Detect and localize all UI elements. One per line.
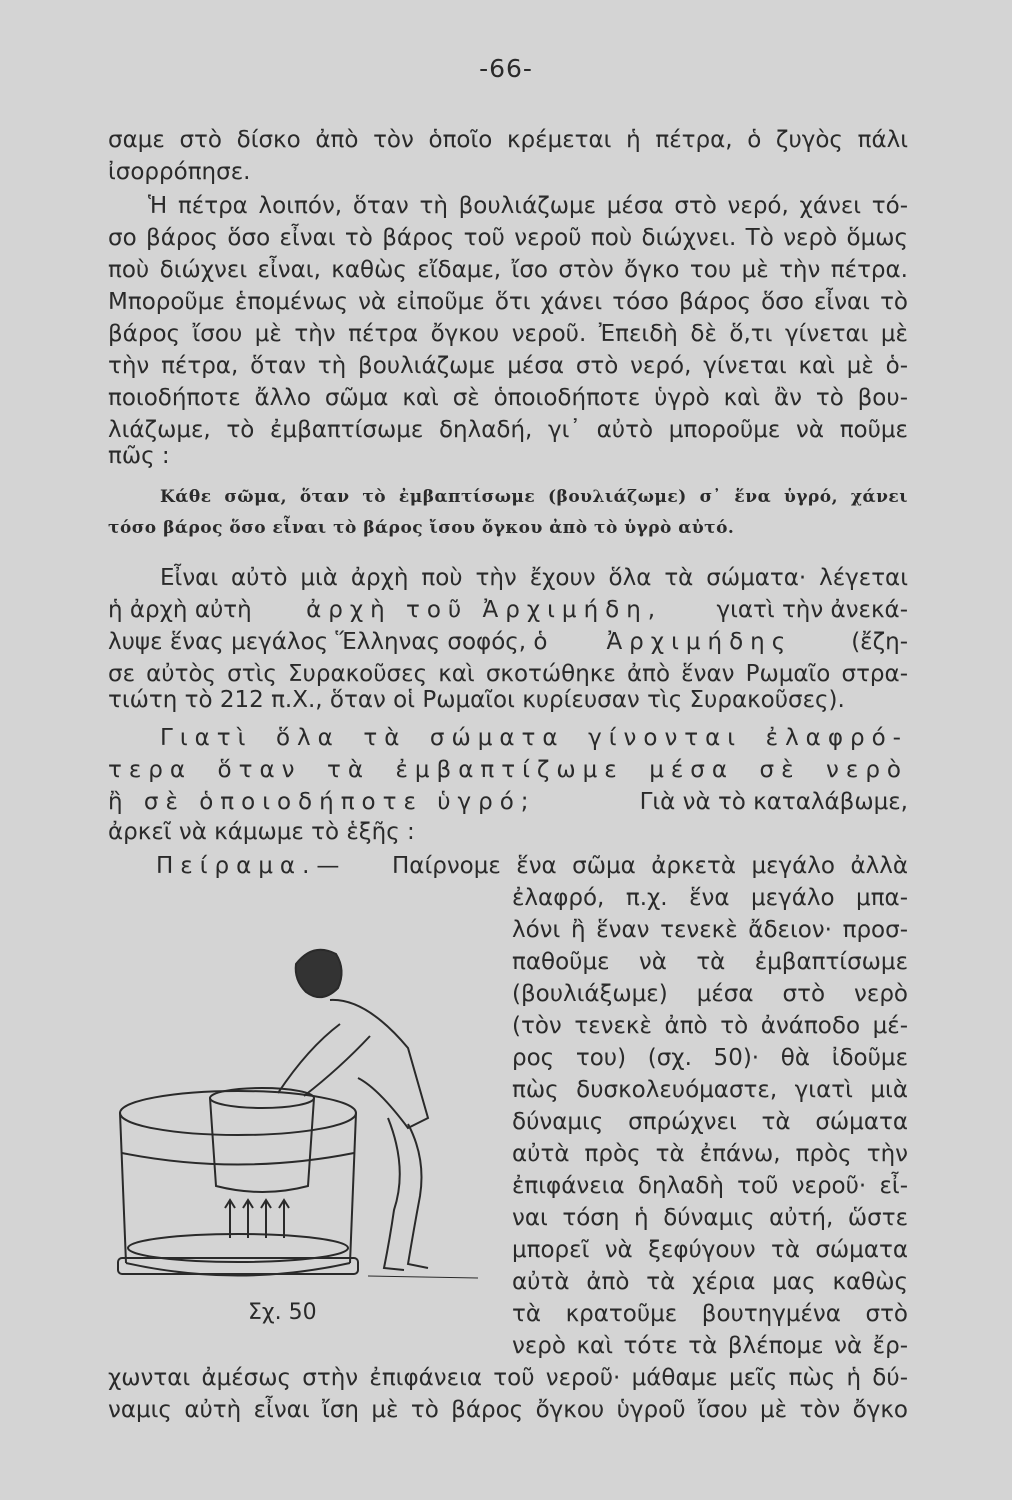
text-line: πὼς δυσκολευόμαστε, γιατὶ μιὰ [512, 1077, 908, 1103]
text-line: σο βάρος ὅσο εἶναι τὸ βάρος τοῦ νεροῦ ποὺ διώχνει. Τὸ νερὸ ὅμως [108, 225, 908, 251]
text-line-mixed [108, 594, 908, 626]
text-line: Παίρνομε ἕνα σῶμα ἀρκετὰ μεγάλο ἀλλὰ [392, 853, 908, 879]
text-line: ναι τόση ἡ δύναμις αὐτή, ὥστε [512, 1205, 908, 1231]
text-line: νερὸ καὶ τότε τὰ βλέπομε νὰ ἔρ- [512, 1333, 908, 1359]
text-line: πῶς : [108, 443, 170, 469]
text-line-mixed [108, 786, 908, 818]
text-line: (τὸν τενεκὲ ἀπὸ τὸ ἀνάποδο μέ- [512, 1013, 908, 1039]
text-line: ποὺ διώχνει εἶναι, καθὼς εἴδαμε, ἴσο στὸν ὄγκο του μὲ τὴν πέτρα. [108, 257, 908, 283]
text-line: τὰ κρατοῦμε βουτηγμένα στὸ [512, 1301, 908, 1327]
text-line: σαμε στὸ δίσκο ἀπὸ τὸν ὁποῖο κρέμεται ἡ πέτρα, ὁ ζυγὸς πάλι [108, 127, 908, 153]
text-line: (βουλιάξωμε) μέσα στὸ νερὸ [512, 981, 908, 1007]
boy-leg-back [384, 1118, 404, 1270]
text-line-mixed [108, 626, 908, 658]
text-line: αὐτὰ πρὸς τὰ ἐπάνω, πρὸς τὴν [512, 1141, 908, 1167]
tin-can [210, 1098, 314, 1192]
tub-rim [120, 1091, 356, 1135]
text-segment: (ἔζη- [851, 629, 908, 655]
boy-arm-left [278, 1024, 340, 1093]
text-line: αὐτὰ ἀπὸ τὰ χέρια μας καθὼς [512, 1269, 908, 1295]
text-line: βάρος ἴσου μὲ τὴν πέτρα ὄγκου νεροῦ. Ἐπειδὴ δὲ ὅ,τι γίνεται μὲ [108, 321, 908, 347]
text-line: Ἡ πέτρα λοιπόν, ὅταν τὴ βουλιάζωμε μέσα στὸ νερό, χάνει τό- [148, 193, 908, 219]
text-line: μπορεῖ νὰ ξεφύγουν τὰ σώματα [512, 1237, 908, 1263]
text-line: ρος του) (σχ. 50)· θὰ ἰδοῦμε [512, 1045, 908, 1071]
experiment-label: Πείραμα.— [156, 853, 347, 879]
tub-side-right [350, 1113, 356, 1263]
question-line: Γιατὶ ὅλα τὰ σώματα γίνονται ἐλαφρό- [160, 725, 908, 751]
text-line: ἰσορρόπησε. [108, 159, 251, 185]
text-line: τιώτη τὸ 212 π.Χ., ὅταν οἱ Ρωμαῖοι κυρίευσαν τὶς Συρακοῦσες). [108, 687, 845, 713]
text-line: ποιοδήποτε ἄλλο σῶμα καὶ σὲ ὁποιοδήποτε ὑγρὸ καὶ ἂν τὸ βου- [108, 385, 908, 411]
tub-side-left [120, 1113, 126, 1263]
ground-line [368, 1276, 478, 1278]
figure-caption: Σχ. 50 [248, 1300, 317, 1325]
text-line: παθοῦμε νὰ τὰ ἐμβαπτίσωμε [512, 949, 908, 975]
text-line: λιάζωμε, τὸ ἐμβαπτίσωμε δηλαδή, γι᾽ αὐτὸ μποροῦμε νὰ ποῦμε [108, 417, 908, 443]
figure-boy-tub-illustration [108, 928, 498, 1300]
text-line: δύναμις σπρώχνει τὰ σώματα [512, 1109, 908, 1135]
text-line: ἀρκεῖ νὰ κάμωμε τὸ ἑξῆς : [108, 819, 415, 845]
text-segment: Γιὰ νὰ τὸ καταλάβωμε, [639, 789, 908, 815]
boy-arm-right [304, 1036, 370, 1096]
question-line: τερα ὅταν τὰ ἐμβαπτίζωμε μέσα σὲ νερὸ [108, 757, 908, 783]
text-line: ἐλαφρό, π.χ. ἕνα μεγάλο μπα- [512, 885, 908, 911]
text-line: χωνται ἀμέσως στὴν ἐπιφάνεια τοῦ νεροῦ· μάθαμε μεῖς πὼς ἡ δύ- [108, 1365, 908, 1391]
boy-head [296, 950, 342, 997]
text-line: ναμις αὐτὴ εἶναι ἴση μὲ τὸ βάρος ὄγκου ὑγροῦ ἴσου μὲ τὸν ὄγκο [108, 1397, 908, 1423]
page-number: -66- [479, 54, 533, 83]
tub-base [118, 1258, 358, 1274]
boy-leg-front [408, 1124, 428, 1268]
principle-line: Κάθε σῶμα, ὅταν τὸ ἐμβαπτίσωμε (βουλιάζωμε) σ᾽ ἕνα ὑγρό, χάνει [160, 487, 908, 507]
text-line: λόνι ἢ ἕναν τενεκὲ ἄδειον· προσ- [512, 917, 908, 943]
water-surface [122, 1153, 354, 1165]
text-line: τὴν πέτρα, ὅταν τὴ βουλιάζωμε μέσα στὸ νερό, γίνεται καὶ μὲ ὁ- [108, 353, 908, 379]
text-segment: ἡ ἀρχὴ αὐτὴ [108, 597, 252, 623]
boy-torso [330, 1000, 428, 1128]
text-line: ἐπιφάνεια δηλαδὴ τοῦ νεροῦ· εἶ- [512, 1173, 908, 1199]
question-segment: ἢ σὲ ὁποιοδήποτε ὑγρό; [108, 789, 536, 815]
text-line: σε αὐτὸς στὶς Συρακοῦσες καὶ σκοτώθηκε ἀπὸ ἕναν Ρωμαῖο στρα- [108, 661, 908, 687]
text-segment: γιατὶ τὴν ἀνεκά- [716, 597, 908, 623]
text-segment: λυψε ἕνας μεγάλος Ἕλληνας σοφός, ὁ [108, 629, 548, 655]
upward-force-arrows [225, 1200, 289, 1238]
text-line: Μποροῦμε ἑπομένως νὰ εἰποῦμε ὅτι χάνει τόσο βάρος ὅσο εἶναι τὸ [108, 289, 908, 315]
archimedes-name: Ἀρχιμήδης [606, 629, 793, 655]
principle-name: ἀρχὴ τοῦ Ἀρχιμήδη, [306, 597, 663, 623]
text-line: Εἶναι αὐτὸ μιὰ ἀρχὴ ποὺ τὴν ἔχουν ὅλα τὰ σώματα· λέγεται [160, 565, 908, 591]
principle-line: τόσο βάρος ὅσο εἶναι τὸ βάρος ἴσου ὄγκου ἀπὸ τὸ ὑγρὸ αὐτό. [108, 518, 735, 538]
